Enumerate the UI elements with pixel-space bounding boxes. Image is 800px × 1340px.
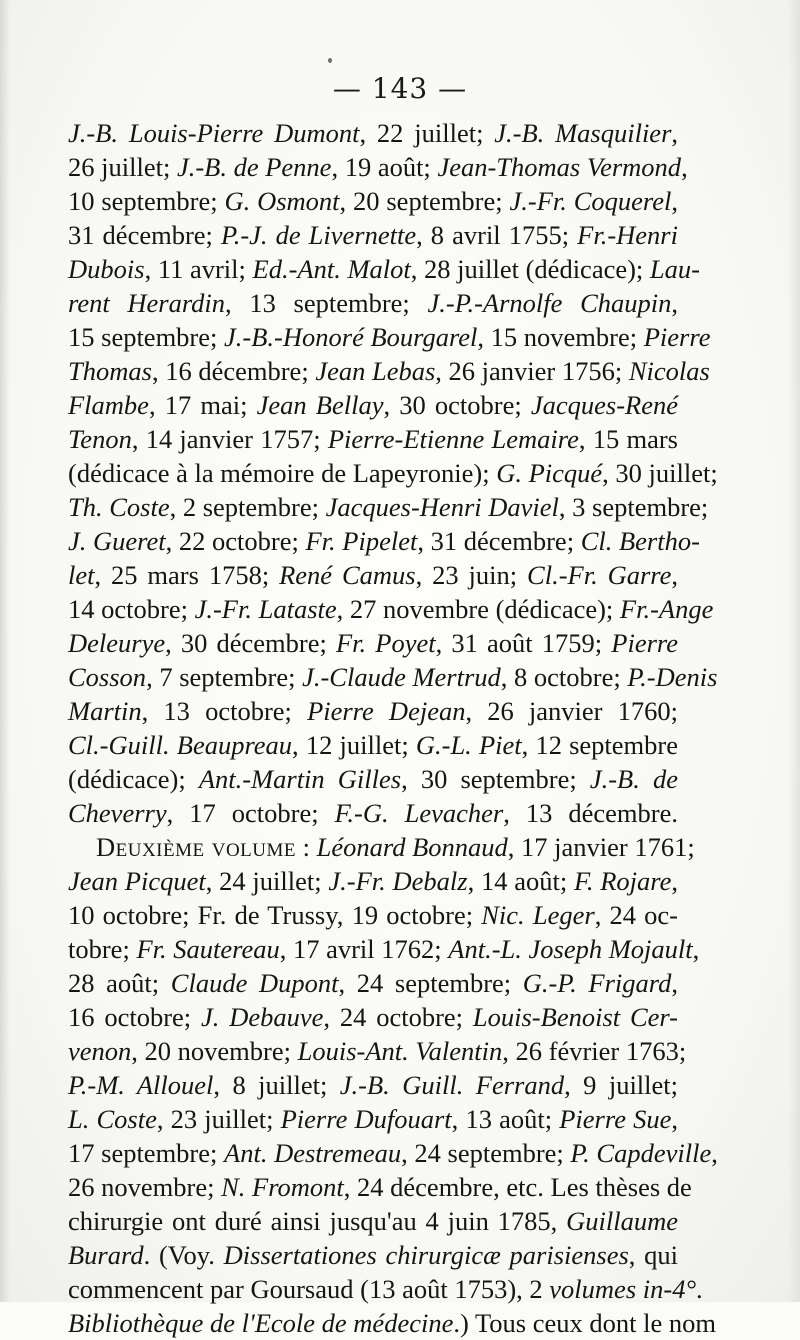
text-line: rent Herardin, 13 septembre; J.-P.-Arnolfe Chaupin, [68, 288, 678, 318]
text-line: Bibliothèque de l'Ecole de médecine.) Tous ceux dont le nom [68, 1308, 716, 1338]
text-line: Cosson, 7 septembre; J.-Claude Mertrud, 8 octobre; P.-Denis [68, 662, 718, 692]
text-line: J.-B. Louis-Pierre Dumont, 22 juillet; J.-B. Masquilier, [68, 118, 679, 148]
text-line: P.-M. Allouel, 8 juillet; J.-B. Guill. Ferrand, 9 juillet; [68, 1070, 679, 1100]
text-line: Deleurye, 30 décembre; Fr. Poyet, 31 août 1759; Pierre [68, 628, 678, 658]
volume-heading: Deuxième volume [96, 832, 297, 862]
text-line: tobre; Fr. Sautereau, 17 avril 1762; Ant.-L. Joseph Mojault, [68, 934, 700, 964]
text-line: let, 25 mars 1758; René Camus, 23 juin; Cl.-Fr. Garre, [68, 560, 679, 590]
text-line: 26 juillet; J.-B. de Penne, 19 août; Jean-Thomas Vermond, [68, 152, 688, 182]
text-line: Thomas, 16 décembre; Jean Lebas, 26 janvier 1756; Nicolas [68, 356, 710, 386]
text-line: 16 octobre; J. Debauve, 24 octobre; Louis-Benoist Cer- [68, 1002, 678, 1032]
text-line: venon, 20 novembre; Louis-Ant. Valentin, 26 février 1763; [68, 1036, 687, 1066]
text-line: L. Coste, 23 juillet; Pierre Dufouart, 13 août; Pierre Sue, [68, 1104, 678, 1134]
text-line: Cl.-Guill. Beaupreau, 12 juillet; G.-L. Piet, 12 septembre [68, 730, 679, 760]
ink-speck [328, 58, 332, 63]
text-line: Jean Picquet, 24 juillet; J.-Fr. Debalz, 14 août; F. Rojare, [68, 866, 678, 896]
body-text [68, 116, 718, 1340]
page-edge-shadow-right [788, 0, 800, 1302]
text-line: J. Gueret, 22 octobre; Fr. Pipelet, 31 décembre; Cl. Bertho- [68, 526, 700, 556]
text-line: chirurgie ont duré ainsi jusqu'au 4 juin 1785, Guillaume [68, 1206, 678, 1236]
text-line: 17 septembre; Ant. Destremeau, 24 septembre; P. Capdeville, [68, 1138, 718, 1168]
text-line: 14 octobre; J.-Fr. Lataste, 27 novembre (dédicace); Fr.-Ange [68, 594, 714, 624]
page-number: — 143 — [332, 72, 468, 105]
text-line: 10 octobre; Fr. de Trussy, 19 octobre; Nic. Leger, 24 oc- [68, 900, 678, 930]
text-line: 26 novembre; N. Fromont, 24 décembre, etc. Les thèses de [68, 1172, 692, 1202]
text-line: Th. Coste, 2 septembre; Jacques-Henri Daviel, 3 septembre; [68, 492, 709, 522]
text-line: Burard. (Voy. Dissertationes chirurgicæ parisienses, qui [68, 1240, 678, 1270]
text-line: Cheverry, 17 octobre; F.-G. Levacher, 13 décembre. [68, 798, 678, 828]
text-line: Deuxième volume : Léonard Bonnaud, 17 janvier 1761; [96, 832, 695, 862]
text-line: commencent par Goursaud (13 août 1753), 2 volumes in-4°. [68, 1274, 703, 1304]
text-line: 15 septembre; J.-B.-Honoré Bourgarel, 15 novembre; Pierre [68, 322, 711, 352]
text-line: Flambe, 17 mai; Jean Bellay, 30 octobre; Jacques-René [68, 390, 678, 420]
text-line: Tenon, 14 janvier 1757; Pierre-Etienne Lemaire, 15 mars [68, 424, 678, 454]
text-line: 28 août; Claude Dupont, 24 septembre; G.-P. Frigard, [68, 968, 678, 998]
text-line: (dédicace à la mémoire de Lapeyronie); G. Picqué, 30 juillet; [68, 458, 718, 488]
text-line: 31 décembre; P.-J. de Livernette, 8 avril 1755; Fr.-Henri [68, 220, 678, 250]
text-line: Dubois, 11 avril; Ed.-Ant. Malot, 28 juillet (dédicace); Lau- [68, 254, 700, 284]
text-line: (dédicace); Ant.-Martin Gilles, 30 septembre; J.-B. de [68, 764, 678, 794]
text-line: 10 septembre; G. Osmont, 20 septembre; J.-Fr. Coquerel, [68, 186, 679, 216]
page-edge-shadow-left [0, 0, 10, 1302]
text-line: Martin, 13 octobre; Pierre Dejean, 26 janvier 1760; [68, 696, 679, 726]
